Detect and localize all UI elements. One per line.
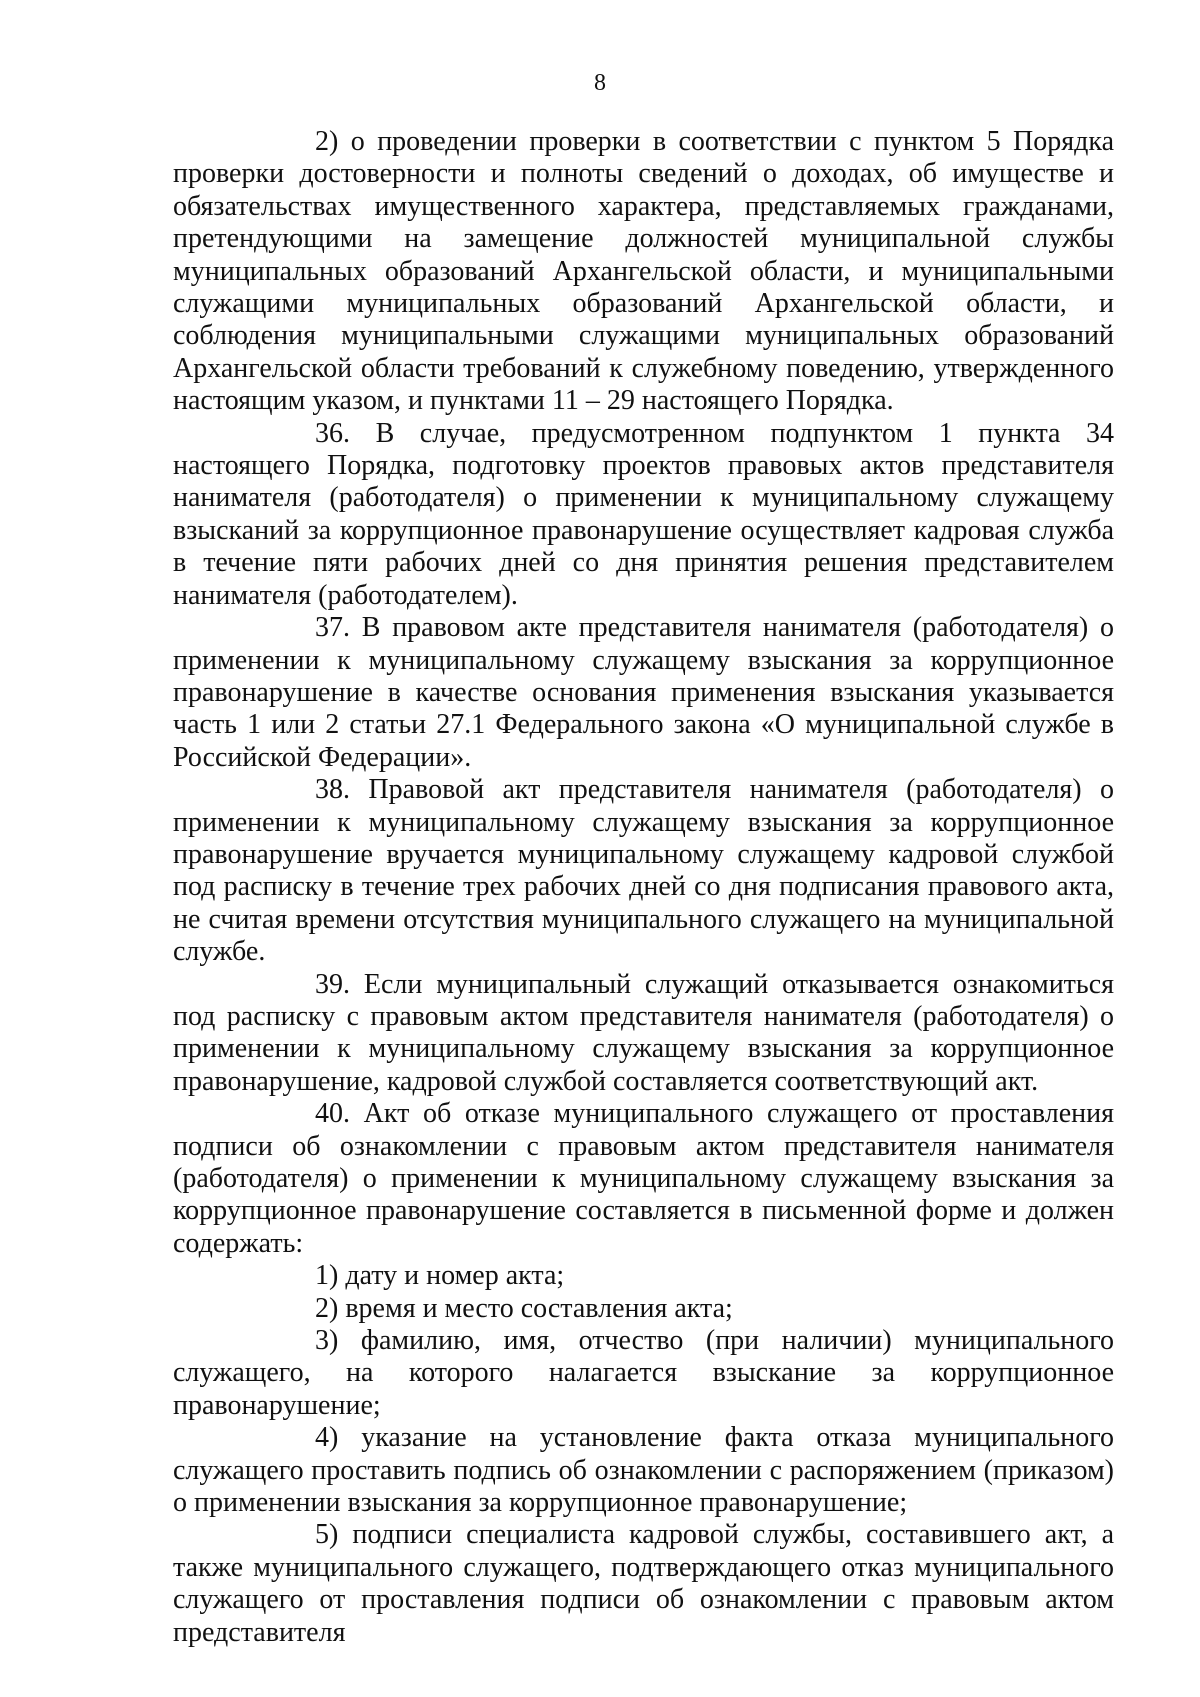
list-item-number: 5) <box>315 1519 339 1551</box>
paragraph-number: 37. <box>315 612 350 644</box>
list-item-text: время и место составления акта; <box>345 1292 733 1324</box>
paragraph-number: 2) <box>315 126 339 157</box>
list-item-text: указание на установление факта отказа муниципального служащего проставить подпись об ознакомлении с распоряжением (приказом) о применении взыскания за коррупционное правонарушение; <box>173 1422 1115 1519</box>
paragraph-40 <box>173 1098 1114 1260</box>
paragraph-text: Акт об отказе муниципального служащего от проставления подписи об ознакомлении с правовым актом представителя нанимателя (работодателя) о применении к муниципальному служащему взыскания за коррупционное правонарушение составляется в письменной форме и должен содержать: <box>173 1098 1115 1259</box>
paragraph-number: 40. <box>315 1098 350 1130</box>
list-item-4 <box>173 1422 1114 1519</box>
list-item-number: 2) <box>315 1292 339 1324</box>
paragraph-text: Если муниципальный служащий отказывается ознакомиться под расписку с правовым актом представителя нанимателя (работодателя) о применении к муниципальному служащему взыскания за коррупционное правонарушение, кадровой службой составляется соответствующий акт. <box>173 968 1114 1097</box>
page-number: 8 <box>594 70 606 96</box>
paragraph-text: Правовой акт представителя нанимателя (работодателя) о применении к муниципальному служащему взыскания за коррупционное правонарушение вручается муниципальному служащему кадровой службой под расписку в течение трех рабочих дней со дня подписания правового акта, не считая времени отсутствия муниципального служащего на муниципальной службе. <box>173 774 1115 968</box>
paragraph-39 <box>173 969 1114 1099</box>
paragraph-36 <box>173 418 1114 612</box>
paragraph-text: В случае, предусмотренном подпунктом 1 пункта 34 настоящего Порядка, подготовку проектов правовых актов представителя нанимателя (работодателя) о применении к муниципальному служащему взысканий за коррупционное правонарушение осуществляет кадровая служба в течение пяти рабочих дней со дня принятия решения представителем нанимателя (работодателем). <box>173 417 1114 611</box>
paragraph-text: о проведении проверки в соответствии с пунктом 5 Порядка проверки достоверности и полноты сведений о доходах, об имуществе и обязательствах имущественного характера, представляемых гражданами, претендующими на замещение должностей муниципальной службы муниципальных образований Архангельской области, и муниципальными служащими муниципальных образований Архангельской области, и соблюдения муниципальными служащими муниципальных образований Архангельской области требований к служебному поведению, утвержденного настоящим указом, и пунктами 11 – 29 настоящего Порядка. <box>173 126 1115 417</box>
document-body <box>173 126 1114 1649</box>
list-item-1 <box>173 1260 1114 1292</box>
list-item-3 <box>173 1325 1114 1422</box>
list-item-number: 3) <box>315 1325 339 1357</box>
paragraph-number: 39. <box>315 968 350 1000</box>
paragraph-37 <box>173 612 1114 774</box>
paragraph-38 <box>173 774 1114 968</box>
paragraph-item-2 <box>173 126 1114 418</box>
paragraph-number: 38. <box>315 774 350 806</box>
paragraph-text: В правовом акте представителя нанимателя (работодателя) о применении к муниципальному служащему взыскания за коррупционное правонарушение в качестве основания применения взыскания указывается часть 1 или 2 статьи 27.1 Федерального закона «О муниципальной службе в Российской Федерации». <box>173 612 1114 773</box>
paragraph-number: 36. <box>315 417 350 449</box>
list-item-text: подписи специалиста кадровой службы, составившего акт, а также муниципального служащего, подтверждающего отказ муниципального служащего от проставления подписи об ознакомлении с правовым актом представителя <box>173 1519 1115 1648</box>
list-item-text: фамилию, имя, отчество (при наличии) муниципального служащего, на которого налагается взыскание за коррупционное правонарушение; <box>173 1325 1115 1421</box>
list-item-2 <box>173 1293 1114 1325</box>
list-item-number: 1) <box>315 1260 339 1292</box>
list-item-text: дату и номер акта; <box>345 1260 565 1292</box>
list-item-number: 4) <box>315 1422 339 1454</box>
list-item-5 <box>173 1519 1114 1649</box>
